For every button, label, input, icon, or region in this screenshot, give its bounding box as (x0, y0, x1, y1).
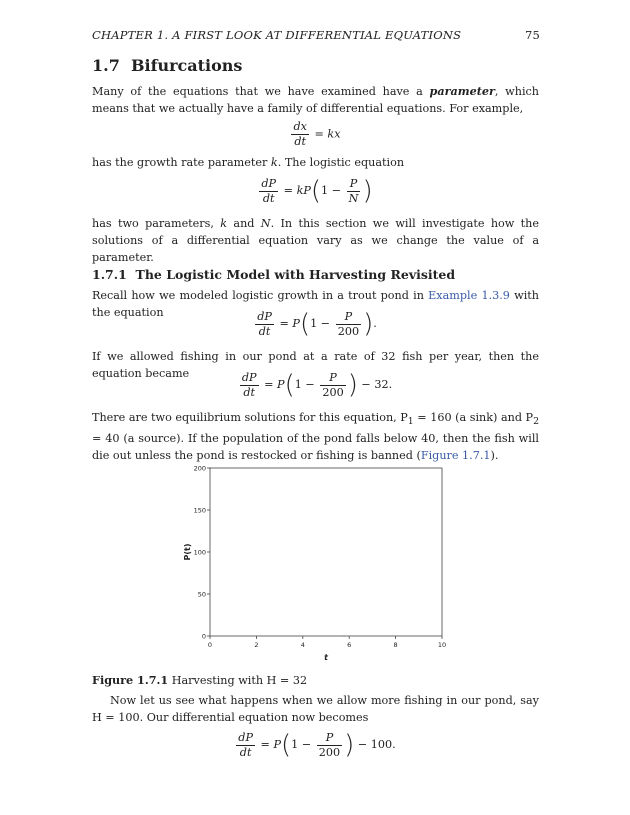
running-header (92, 28, 540, 42)
y-tick-label: 100 (193, 548, 206, 557)
subsection-heading (92, 267, 455, 282)
fraction: $\frac{dx}{dt}$ (293, 120, 307, 148)
chapter-title: CHAPTER 1. A FIRST LOOK AT DIFFERENTIAL EQUATIONS (92, 28, 462, 42)
x-tick-label: 10 (437, 641, 447, 649)
equation-2: $\frac{dP}{dt}$ = kP(1 − $\frac{P}{N}$ ) (261, 176, 373, 206)
x-tick-label: 0 (207, 641, 213, 649)
term-parameter: parameter (429, 84, 495, 98)
page-number: 75 (524, 28, 540, 42)
section-number: 1.7 (92, 56, 120, 75)
paragraph-4: Recall how we modeled logistic growth in a trout pond in Example 1.3.9 with the equation (92, 289, 539, 319)
x-tick-label: 8 (393, 641, 398, 649)
y-tick-label: 0 (201, 632, 206, 641)
equation-1: $\frac{dx}{dt}$ = kx (293, 120, 341, 148)
harvesting-chart (178, 460, 454, 665)
equation-3: $\frac{dP}{dt}$ = P(1 − $\frac{P}{200}$ ). (257, 309, 377, 339)
section-title: Bifurcations (130, 56, 243, 75)
plot-frame (210, 468, 442, 636)
equation-5: $\frac{dP}{dt}$ = P(1 − $\frac{P}{200}$ ) − 100. (238, 730, 396, 760)
x-axis-label: t (324, 653, 328, 662)
fraction: $\frac{dP}{dt}$ (261, 176, 277, 205)
paragraph-7: Now let us see what happens when we allow more fishing in our pond, say H = 100. Our differential equation now becomes (92, 694, 539, 724)
subsection-title: The Logistic Model with Harvesting Revisited (135, 267, 456, 282)
x-tick-label: 4 (300, 641, 305, 649)
paragraph-2: has the growth rate parameter k. The logistic equation (92, 156, 405, 169)
equation-4: $\frac{dP}{dt}$ = P(1 − $\frac{P}{200}$ ) − 32. (241, 370, 393, 400)
figure-caption: Figure 1.7.1 Harvesting with H = 32 (92, 673, 308, 687)
y-tick-label: 200 (193, 464, 206, 473)
example-link[interactable]: Example 1.3.9 (428, 289, 510, 302)
x-tick-label: 2 (254, 641, 259, 649)
section-heading (92, 56, 242, 75)
paragraph-5: If we allowed fishing in our pond at a rate of 32 fish per year, then the equation became (92, 350, 539, 380)
subsection-number: 1.7.1 (92, 267, 127, 282)
chart-axes (183, 464, 446, 662)
paragraph-3: has two parameters, k and N. In this section we will investigate how the solutions of a differential equation vary as we change the value of a parameter. (92, 217, 539, 264)
y-tick-label: 50 (197, 590, 206, 599)
paragraph-6: There are two equilibrium solutions for this equation, $P_1 = 160$ (a sink) and $P_2 = 40$ (a source). If the population of the pond falls below 40, then the fish will die out unless the pond is restocked or fishing is banned (Figure 1.7.1). (92, 411, 540, 463)
y-axis-label: P(t) (183, 543, 192, 561)
fraction: $\frac{P}{N}$ (348, 176, 359, 205)
paragraph-1: Many of the equations that we have examined have a parameter, which means that we actually have a family of differential equations. For example, (92, 84, 539, 115)
x-tick-label: 6 (347, 641, 352, 649)
figure-link[interactable]: Figure 1.7.1 (420, 449, 491, 463)
y-tick-label: 150 (193, 506, 206, 515)
